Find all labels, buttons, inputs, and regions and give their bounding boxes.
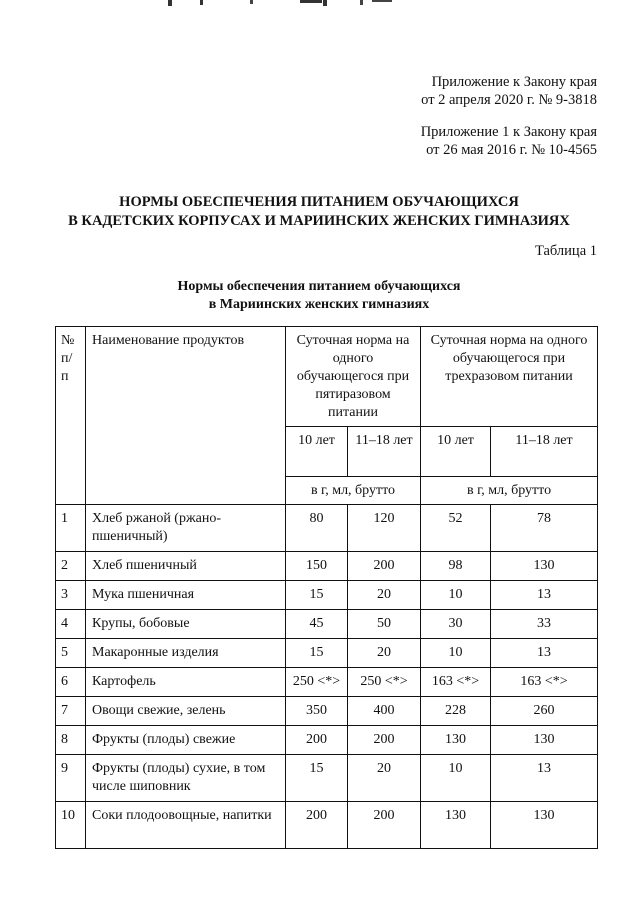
row-value: 228 [421,697,491,726]
header-num: № п/п [56,327,86,505]
row-value: 50 [348,610,421,639]
row-number: 7 [56,697,86,726]
row-value: 98 [421,552,491,581]
approval-line: от 2 апреля 2020 г. № 9-3818 [421,92,597,108]
header-unit: в г, мл, брутто [421,477,598,505]
row-value: 15 [286,581,348,610]
table-row [56,668,598,697]
header-product: Наименование продуктов [86,327,286,505]
table-row [56,581,598,610]
row-value: 130 [491,802,598,849]
document-title [0,193,638,231]
row-value: 200 [286,726,348,755]
row-product: Мука пшеничная [86,581,286,610]
table-title-line: в Мариинских женских гимназиях [208,297,430,312]
row-value: 250 <*> [286,668,348,697]
row-number: 2 [56,552,86,581]
table-label: Таблица 1 [534,243,597,259]
row-product: Овощи свежие, зелень [86,697,286,726]
row-value: 10 [421,639,491,668]
approval-block-original [421,123,597,159]
norms-table [55,326,598,849]
row-product: Хлеб пшеничный [86,552,286,581]
row-value: 130 [491,726,598,755]
header-age-10: 10 лет [421,427,491,477]
row-value: 200 [348,802,421,849]
row-value: 250 <*> [348,668,421,697]
row-value: 200 [286,802,348,849]
row-value: 200 [348,726,421,755]
row-value: 13 [491,639,598,668]
header-age-11-18: 11–18 лет [348,427,421,477]
approval-line: Приложение 1 к Закону края [420,124,597,140]
header-three-meals: Суточная норма на одного обучающегося при трехразовом питании [421,327,598,427]
table-row [56,726,598,755]
table-row [56,552,598,581]
row-value: 78 [491,505,598,552]
scan-edge-marks [0,0,638,8]
row-value: 20 [348,755,421,802]
row-value: 13 [491,581,598,610]
row-number: 5 [56,639,86,668]
table-row [56,802,598,849]
approval-line: Приложение к Закону края [431,74,597,90]
row-value: 350 [286,697,348,726]
table-title [0,278,638,314]
row-value: 45 [286,610,348,639]
row-number: 4 [56,610,86,639]
row-value: 15 [286,755,348,802]
row-value: 150 [286,552,348,581]
row-product: Хлеб ржаной (ржано-пшеничный) [86,505,286,552]
table-row [56,639,598,668]
row-value: 400 [348,697,421,726]
header-unit: в г, мл, брутто [286,477,421,505]
row-number: 10 [56,802,86,849]
row-product: Картофель [86,668,286,697]
row-value: 120 [348,505,421,552]
table-row [56,610,598,639]
row-number: 9 [56,755,86,802]
row-value: 130 [491,552,598,581]
header-five-meals: Суточная норма на одного обучающегося при пятиразовом питании [286,327,421,427]
document-title-line: НОРМЫ ОБЕСПЕЧЕНИЯ ПИТАНИЕМ ОБУЧАЮЩИХСЯ [119,194,519,210]
row-product: Макаронные изделия [86,639,286,668]
row-number: 6 [56,668,86,697]
row-value: 15 [286,639,348,668]
row-value: 10 [421,581,491,610]
row-value: 13 [491,755,598,802]
row-value: 10 [421,755,491,802]
row-value: 80 [286,505,348,552]
row-value: 130 [421,726,491,755]
row-value: 30 [421,610,491,639]
approval-line: от 26 мая 2016 г. № 10-4565 [426,142,597,158]
table-title-line: Нормы обеспечения питанием обучающихся [177,279,461,294]
row-value: 200 [348,552,421,581]
row-product: Фрукты (плоды) сухие, в том числе шиповник [86,755,286,802]
row-number: 3 [56,581,86,610]
table-row [56,755,598,802]
row-value: 130 [421,802,491,849]
row-value: 163 <*> [421,668,491,697]
table-row [56,697,598,726]
row-product: Фрукты (плоды) свежие [86,726,286,755]
row-value: 20 [348,639,421,668]
header-age-10: 10 лет [286,427,348,477]
table-header-row [56,327,598,427]
row-number: 1 [56,505,86,552]
approval-block-current [421,73,597,109]
table-row [56,505,598,552]
header-age-11-18: 11–18 лет [491,427,598,477]
row-product: Крупы, бобовые [86,610,286,639]
row-value: 33 [491,610,598,639]
row-value: 260 [491,697,598,726]
row-value: 52 [421,505,491,552]
document-title-line: В КАДЕТСКИХ КОРПУСАХ И МАРИИНСКИХ ЖЕНСКИХ ГИМНАЗИЯХ [68,213,570,229]
row-value: 163 <*> [491,668,598,697]
row-product: Соки плодоовощные, напитки [86,802,286,849]
row-number: 8 [56,726,86,755]
row-value: 20 [348,581,421,610]
